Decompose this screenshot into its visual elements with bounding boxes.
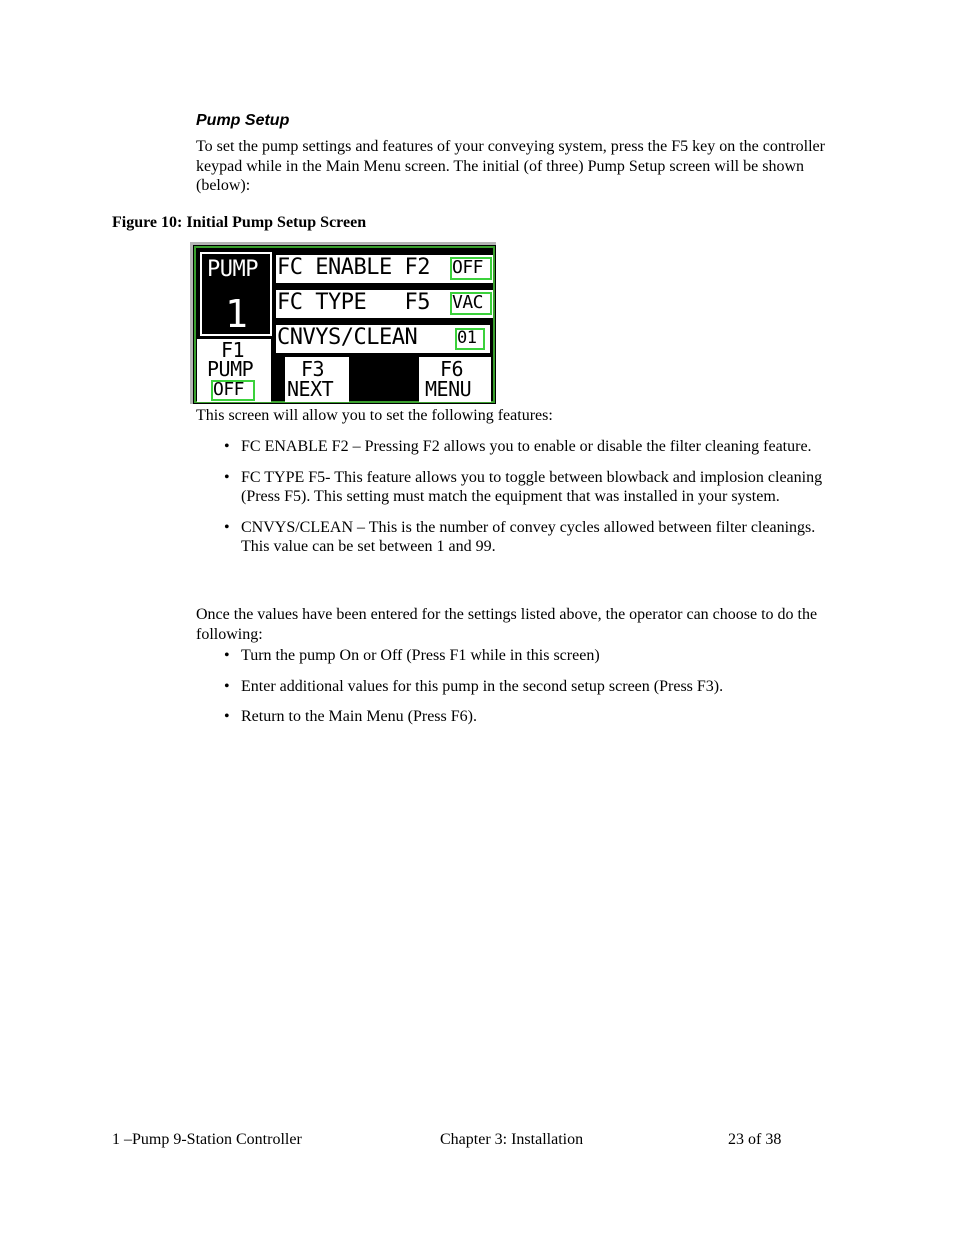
bullet: • (224, 518, 230, 536)
list-item-text: FC TYPE F5- This feature allows you to toggle between blowback and implosion cleaning (Press F5). This setting must match the equipment that was installed in your system. (241, 468, 823, 505)
cnvys-clean-value: 01 (457, 328, 477, 348)
fc-type-label: FC TYPE F5 (277, 290, 430, 315)
f1-pump-label: PUMP (207, 357, 254, 381)
list-item (196, 707, 836, 727)
f1-state: OFF (213, 379, 245, 400)
options-list (196, 646, 836, 727)
bullet: • (224, 708, 230, 725)
list-item-text: FC ENABLE F2 – Pressing F2 allows you to enable or disable the filter cleaning feature. (241, 438, 812, 455)
f6-label: F6 (440, 357, 464, 381)
list-item (196, 437, 836, 457)
footer-center: Chapter 3: Installation (440, 1131, 584, 1148)
bullet: • (224, 438, 230, 455)
list-item (196, 646, 836, 666)
features-list (196, 437, 836, 557)
f3-label: F3 (301, 357, 325, 381)
fc-enable-value: OFF (452, 257, 484, 278)
bullet: • (224, 468, 230, 486)
figure-caption: Figure 10: Initial Pump Setup Screen (112, 214, 367, 231)
list-item-text: Enter additional values for this pump in the second setup screen (Press F3). (241, 677, 724, 695)
footer-page-number: 23 of 38 (728, 1131, 782, 1148)
cnvys-clean-label: CNVYS/CLEAN (277, 325, 418, 350)
list-item (196, 518, 836, 557)
section-title: Pump Setup (196, 112, 290, 129)
fc-enable-label: FC ENABLE F2 (277, 255, 430, 280)
features-intro: This screen will allow you to set the following features: (196, 407, 553, 424)
intro-paragraph: To set the pump settings and features of your conveying system, press the F5 key on the controller keypad while in the Main Menu screen. The initial (of three) Pump Setup screen will be shown (below): (196, 138, 825, 194)
list-item-text: Turn the pump On or Off (Press F1 while in this screen) (241, 647, 600, 664)
list-item-text: Return to the Main Menu (Press F6). (241, 708, 477, 725)
bullet: • (224, 677, 230, 695)
list-item (196, 677, 836, 697)
list-item (196, 468, 836, 507)
options-intro: Once the values have been entered for the settings listed above, the operator can choose to do the following: (196, 606, 818, 643)
footer-left: 1 –Pump 9-Station Controller (112, 1131, 302, 1148)
bullet: • (224, 647, 230, 664)
pump-label: PUMP (207, 257, 258, 282)
list-item-text: CNVYS/CLEAN – This is the number of convey cycles allowed between filter cleanings. This value can be set between 1 and 99. (241, 518, 816, 555)
f1-label: F1 (221, 338, 245, 362)
fc-type-value: VAC (452, 292, 484, 313)
f6-menu-label: MENU (425, 377, 472, 401)
pump-setup-screen (190, 242, 496, 404)
f3-next-label: NEXT (287, 377, 334, 401)
pump-number: 1 (225, 292, 248, 336)
